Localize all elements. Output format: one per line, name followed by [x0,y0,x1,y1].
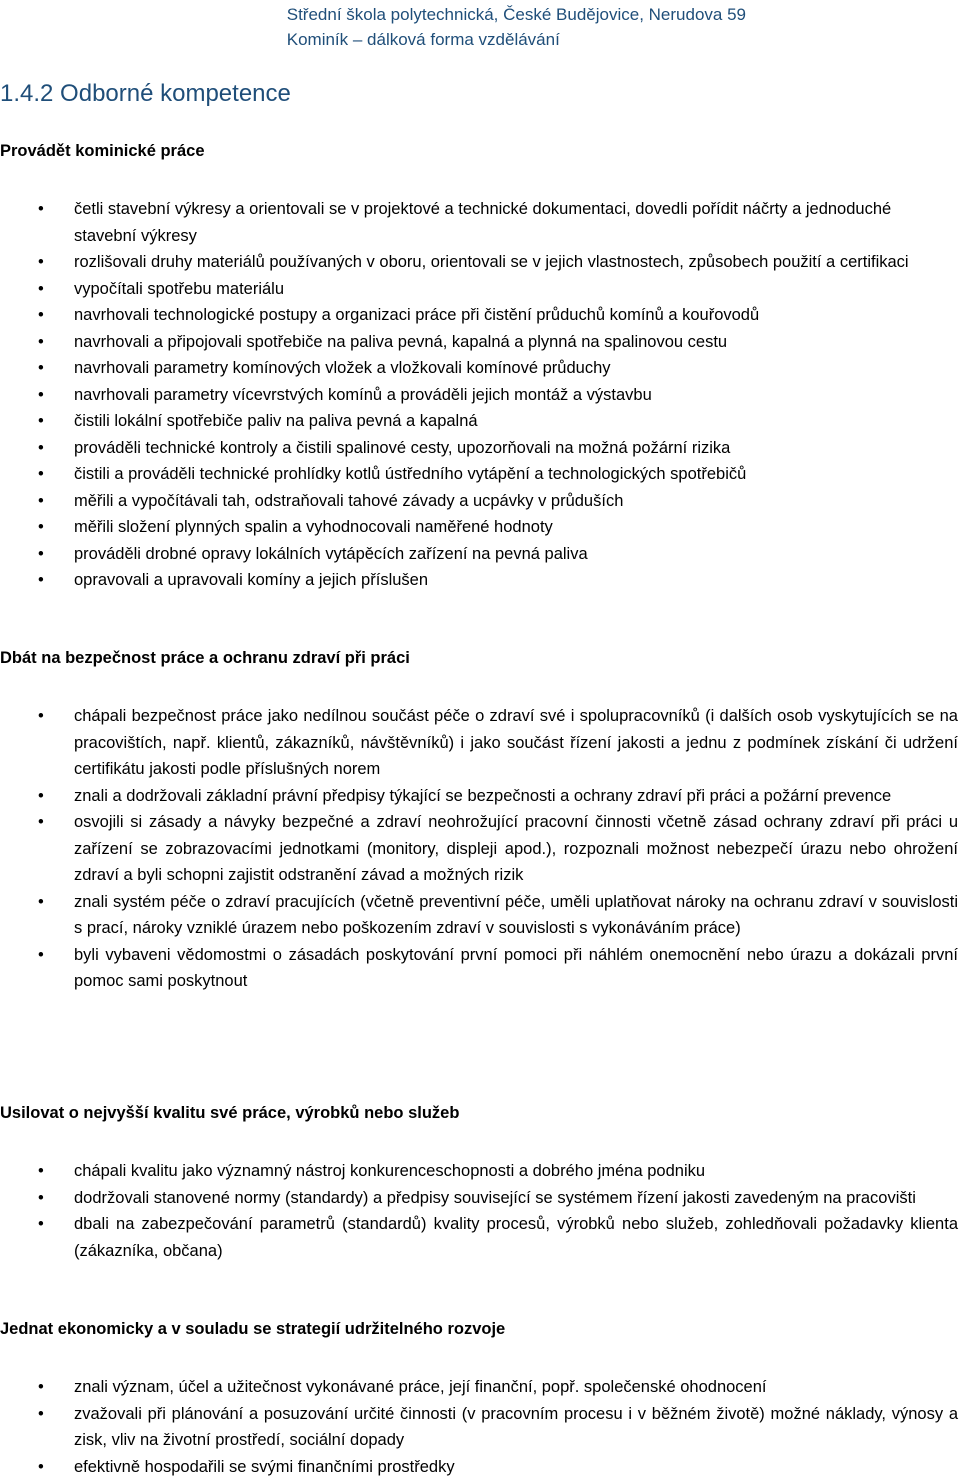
list-item: • čistili lokální spotřebiče paliv na paliva pevná a kapalná [0,408,960,435]
list-item: • byli vybaveni vědomostmi o zásadách poskytování první pomoci při náhlém onemocnění nebo úrazu a dokázali první pomoc sami poskytnout [0,942,960,995]
list-item: • rozlišovali druhy materiálů používaných v oboru, orientovali se v jejich vlastnostech, způsobech použití a certifikaci [0,249,960,276]
list-item: • efektivně hospodařili se svými finančními prostředky [0,1454,960,1480]
list-item: • navrhovali parametry vícevrstvých komínů a prováděli jejich montáž a výstavbu [0,382,960,409]
list-item: • znali a dodržovali základní právní předpisy týkající se bezpečnosti a ochrany zdraví při práci a požární prevence [0,783,960,810]
list-bezpecnost-prace [0,703,960,995]
list-item: • prováděli drobné opravy lokálních vytápěcích zařízení na pevná paliva [0,541,960,568]
list-item: • znali systém péče o zdraví pracujících (včetně preventivní péče, uměli uplatňovat nároky na ochranu zdraví v souvislosti s prací, nároky vzniklé úrazem nebo poškozením zdraví v souvislosti s vykonáváním práce) [0,889,960,942]
list-item: • zvažovali při plánování a posuzování určité činnosti (v pracovním procesu i v běžném životě) možné náklady, výnosy a zisk, vliv na životní prostředí, sociální dopady [0,1401,960,1454]
list-item: • navrhovali a připojovali spotřebiče na paliva pevná, kapalná a plynná na spalinovou cestu [0,329,960,356]
list-item: • vypočítali spotřebu materiálu [0,276,960,303]
list-item: • četli stavební výkresy a orientovali se v projektové a technické dokumentaci, dovedli pořídit náčrty a jednoduché stavební výkresy [0,196,960,249]
list-item: • opravovali a upravovali komíny a jejich příslušen [0,567,960,594]
subsection-heading-ekonomika: Jednat ekonomicky a v souladu se strategií udržitelného rozvoje [0,1320,505,1339]
subsection-heading-kominicke-prace: Provádět kominické práce [0,142,205,161]
list-item: • chápali bezpečnost práce jako nedílnou součást péče o zdraví své i spolupracovníků (i dalších osob vyskytujících se na pracovištích, např. klientů, zákazníků, návštěvníků) i jako součást řízení jakosti a jednu z podmínek získání či udržení certifikátu jakosti podle příslušných norem [0,703,960,783]
list-item: • měřili složení plynných spalin a vyhodnocovali naměřené hodnoty [0,514,960,541]
list-item: • chápali kvalitu jako významný nástroj konkurenceschopnosti a dobrého jména podniku [0,1158,960,1185]
subsection-heading-bezpecnost-prace: Dbát na bezpečnost práce a ochranu zdraví při práci [0,649,410,668]
list-item: • měřili a vypočítávali tah, odstraňovali tahové závady a ucpávky v průduších [0,488,960,515]
list-item: • dbali na zabezpečování parametrů (standardů) kvality procesů, výrobků nebo služeb, zohledňovali požadavky klienta (zákazníka, občana) [0,1211,960,1264]
page-header [287,2,746,52]
list-item: • dodržovali stanovené normy (standardy) a předpisy související se systémem řízení jakosti zavedeným na pracovišti [0,1185,960,1212]
section-title: 1.4.2 Odborné kompetence [0,80,291,108]
list-kvalita [0,1158,960,1264]
list-kominicke-prace [0,196,960,594]
list-item: • prováděli technické kontroly a čistili spalinové cesty, upozorňovali na možná požární rizika [0,435,960,462]
list-item: • znali význam, účel a užitečnost vykonávané práce, její finanční, popř. společenské ohodnocení [0,1374,960,1401]
header-school-name: Střední škola polytechnická, České Budějovice, Nerudova 59 [287,2,746,27]
list-item: • osvojili si zásady a návyky bezpečné a zdraví neohrožující pracovní činnosti včetně zásad ochrany zdraví při práci u zařízení se zobrazovacími jednotkami (monitory, displeji apod.), rozpoznali možnost nebezpečí úrazu nebo ohrožení zdraví a byli schopni zajistit odstranění závad a možných rizik [0,809,960,889]
list-item: • čistili a prováděli technické prohlídky kotlů ústředního vytápění a technologických spotřebičů [0,461,960,488]
list-item: • navrhovali parametry komínových vložek a vložkovali komínové průduchy [0,355,960,382]
list-item: • navrhovali technologické postupy a organizaci práce při čistění průduchů komínů a kouřovodů [0,302,960,329]
subsection-heading-kvalita: Usilovat o nejvyšší kvalitu své práce, výrobků nebo služeb [0,1104,459,1123]
list-ekonomika [0,1374,960,1480]
header-program-name: Kominík – dálková forma vzdělávání [287,27,746,52]
